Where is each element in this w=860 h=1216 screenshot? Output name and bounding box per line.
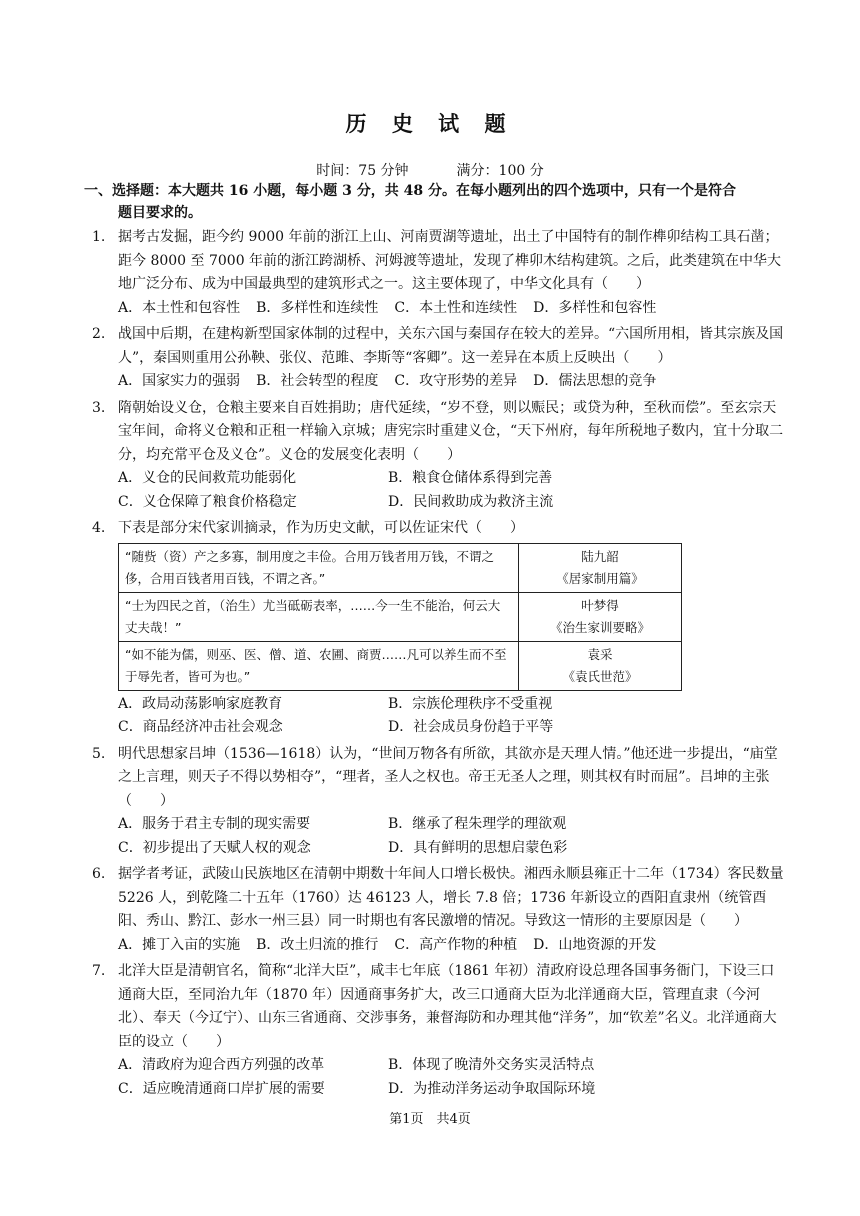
- source-cell: [519, 641, 682, 690]
- option-c[interactable]: C．高产作物的种植: [394, 936, 518, 953]
- book-title: 《袁氏世范》: [562, 668, 638, 684]
- option-d[interactable]: D．儒法思想的竞争: [533, 373, 657, 389]
- question-stem: [92, 743, 784, 814]
- question-2: [92, 323, 784, 394]
- options: [92, 693, 784, 740]
- page-footer: 第1页 共4页: [389, 1112, 471, 1127]
- option-a[interactable]: A．摊丁入亩的实施: [118, 936, 241, 953]
- option-a[interactable]: A．政局动荡影响家庭教育: [118, 695, 283, 712]
- options: [92, 467, 784, 514]
- question-number: 7.: [92, 963, 106, 979]
- option-b[interactable]: B．社会转型的程度: [256, 373, 379, 389]
- section-heading: [84, 180, 784, 224]
- options: [92, 813, 784, 860]
- option-c[interactable]: C．商品经济冲击社会观念: [118, 719, 283, 735]
- option-c[interactable]: C．义仓保障了粮食价格稳定: [118, 493, 297, 510]
- option-c[interactable]: C．本土性和连续性: [394, 299, 518, 316]
- questions-list: [92, 226, 784, 1104]
- options: [92, 297, 784, 321]
- question-text: 战国中后期，在建构新型国家体制的过程中，关东六国与秦国存在较大的差异。“六国所用相，皆其宗族及国人”，秦国则重用公孙鞅、张仪、范雎、李斯等“客卿”。这一差异在本质上反映出（ ）: [118, 326, 784, 366]
- quotes-table: [118, 543, 682, 691]
- options: [92, 1054, 784, 1101]
- question-stem: [92, 323, 784, 370]
- option-b[interactable]: B．继承了程朱理学的理欲观: [388, 816, 567, 832]
- page-title: 历 史 试 题: [345, 111, 515, 136]
- option-b[interactable]: B．体现了晚清外交务实灵活特点: [388, 1057, 595, 1073]
- option-a[interactable]: A．本土性和包容性: [118, 299, 241, 316]
- option-d[interactable]: D．社会成员身份趋于平等: [388, 719, 554, 735]
- question-5: [92, 743, 784, 861]
- question-text: 北洋大臣是清朝官名，简称“北洋大臣”，咸丰七年底（1861 年初）清政府设总理各国事务衙门，下设三口通商大臣，至同治九年（1870 年）因通商事务扩大，改三口通商大臣为北洋通商大臣，管理直隶（今河北）、奉天（今辽宁）、山东三省通商、交涉事务，兼督海防和办理其他“洋务”，加“钦差”名义。北洋通商大臣的设立（ ）: [118, 963, 777, 1050]
- question-1: [92, 226, 784, 320]
- quote-cell: “士为四民之首，（治生）尤当砥砺表率，……今一生不能治，何云大丈夫哉！”: [119, 592, 519, 641]
- question-7: [92, 960, 784, 1101]
- option-a[interactable]: A．清政府为迎合西方列强的改革: [118, 1057, 325, 1073]
- option-b[interactable]: B．粮食仓储体系得到完善: [388, 470, 553, 486]
- question-6: [92, 863, 784, 957]
- question-number: 2.: [92, 326, 106, 342]
- question-stem: [92, 517, 784, 541]
- author: 陆九韶: [581, 548, 619, 564]
- question-4: [92, 517, 784, 740]
- source-cell: [519, 543, 682, 592]
- question-text: 据学者考证，武陵山民族地区在清朝中期数十年间人口增长极快。湘西永顺县雍正十二年（1734）客民数量 5226 人，到乾隆二十五年（1760）达 46123 人，增长 7.8 倍；1736 年新设立的酉阳直隶州（统管酉阳、秀山、黔江、彭水一州三县）同一时期也有客民激增的情况。导致这一情形的主要原因是（ ）: [118, 866, 784, 929]
- option-d[interactable]: D．山地资源的开发: [533, 936, 657, 953]
- question-3: [92, 397, 784, 515]
- option-b[interactable]: B．宗族伦理秩序不受重视: [388, 695, 553, 712]
- option-c[interactable]: C．初步提出了天赋人权的观念: [118, 839, 311, 856]
- option-a[interactable]: A．义仓的民间救荒功能弱化: [118, 470, 297, 486]
- question-stem: [92, 226, 784, 297]
- question-number: 3.: [92, 399, 106, 416]
- option-b[interactable]: B．多样性和连续性: [256, 299, 379, 316]
- section-heading-line2: 题目要求的。: [118, 205, 202, 221]
- author: 袁采: [587, 646, 613, 662]
- question-stem: [92, 960, 784, 1054]
- author: 叶梦得: [581, 597, 619, 613]
- question-stem: [92, 863, 784, 934]
- book-title: 《治生家训要略》: [549, 619, 650, 635]
- table-row: [119, 592, 682, 641]
- option-d[interactable]: D．具有鲜明的思想启蒙色彩: [388, 839, 568, 856]
- option-a[interactable]: A．国家实力的强弱: [118, 373, 241, 389]
- quote-cell: “如不能为儒，则巫、医、僧、道、农圃、商贾……凡可以养生而不至于辱先者，皆可为也。”: [119, 641, 519, 690]
- question-text: 下表是部分宋代家训摘录，作为历史文献，可以佐证宋代（ ）: [118, 520, 524, 536]
- option-d[interactable]: D．民间救助成为救济主流: [388, 493, 554, 510]
- book-title: 《居家制用篇》: [556, 570, 644, 586]
- quote-cell: “随赀（资）产之多寡，制用度之丰俭。合用万钱者用万钱，不谓之侈，合用百钱者用百钱，不谓之吝。”: [119, 543, 519, 592]
- options: [92, 934, 784, 958]
- table-row: [119, 641, 682, 690]
- question-number: 4.: [92, 520, 106, 536]
- question-text: 据考古发掘，距今约 9000 年前的浙江上山、河南贾湖等遗址，出土了中国特有的制作榫卯结构工具石凿；距今 8000 至 7000 年前的浙江跨湖桥、河姆渡等遗址，发现了榫卯木结构建筑。之后，此类建筑在中华大地广泛分布、成为中国最典型的建筑形式之一。这主要体现了，中华文化具有（ ）: [118, 229, 782, 292]
- option-c[interactable]: C．攻守形势的差异: [394, 373, 518, 389]
- source-cell: [519, 592, 682, 641]
- question-text: 隋朝始设义仓，仓粮主要来自百姓捐助；唐代延续，“岁不登，则以赈民；或贷为种，至秋而偿”。至玄宗天宝年间，命将义仓粮和正租一样输入京城；唐宪宗时重建义仓，“天下州府，每年所税地子数内，宜十分取二分，均充常平仓及义仓”。义仓的发展变化表明（ ）: [118, 399, 784, 463]
- option-a[interactable]: A．服务于君主专制的现实需要: [118, 816, 311, 832]
- option-d[interactable]: D．为推动洋务运动争取国际环境: [388, 1080, 596, 1097]
- question-number: 6.: [92, 866, 106, 882]
- section-heading-line1: 一、选择题：本大题共 16 小题，每小题 3 分，共 48 分。在每小题列出的四个选项中，只有一个是符合: [84, 183, 736, 199]
- exam-meta: [0, 160, 860, 180]
- options: [92, 370, 784, 394]
- question-stem: [92, 397, 784, 468]
- time-limit: 时间：75 分钟: [316, 163, 409, 179]
- full-score: 满分：100 分: [456, 163, 544, 179]
- table-row: [119, 543, 682, 592]
- option-c[interactable]: C．适应晚清通商口岸扩展的需要: [118, 1080, 325, 1097]
- question-text: 明代思想家吕坤（1536—1618）认为，“世间万物各有所欲，其欲亦是天理人情。”他还进一步提出，“庙堂之上言理，则天子不得以势相夺”，“理者，圣人之权也。帝王无圣人之理，则其权有时而屈”。吕坤的主张（ ）: [118, 745, 778, 809]
- question-number: 1.: [92, 229, 106, 245]
- question-number: 5.: [92, 745, 106, 762]
- option-d[interactable]: D．多样性和包容性: [533, 299, 657, 316]
- option-b[interactable]: B．改土归流的推行: [256, 936, 379, 953]
